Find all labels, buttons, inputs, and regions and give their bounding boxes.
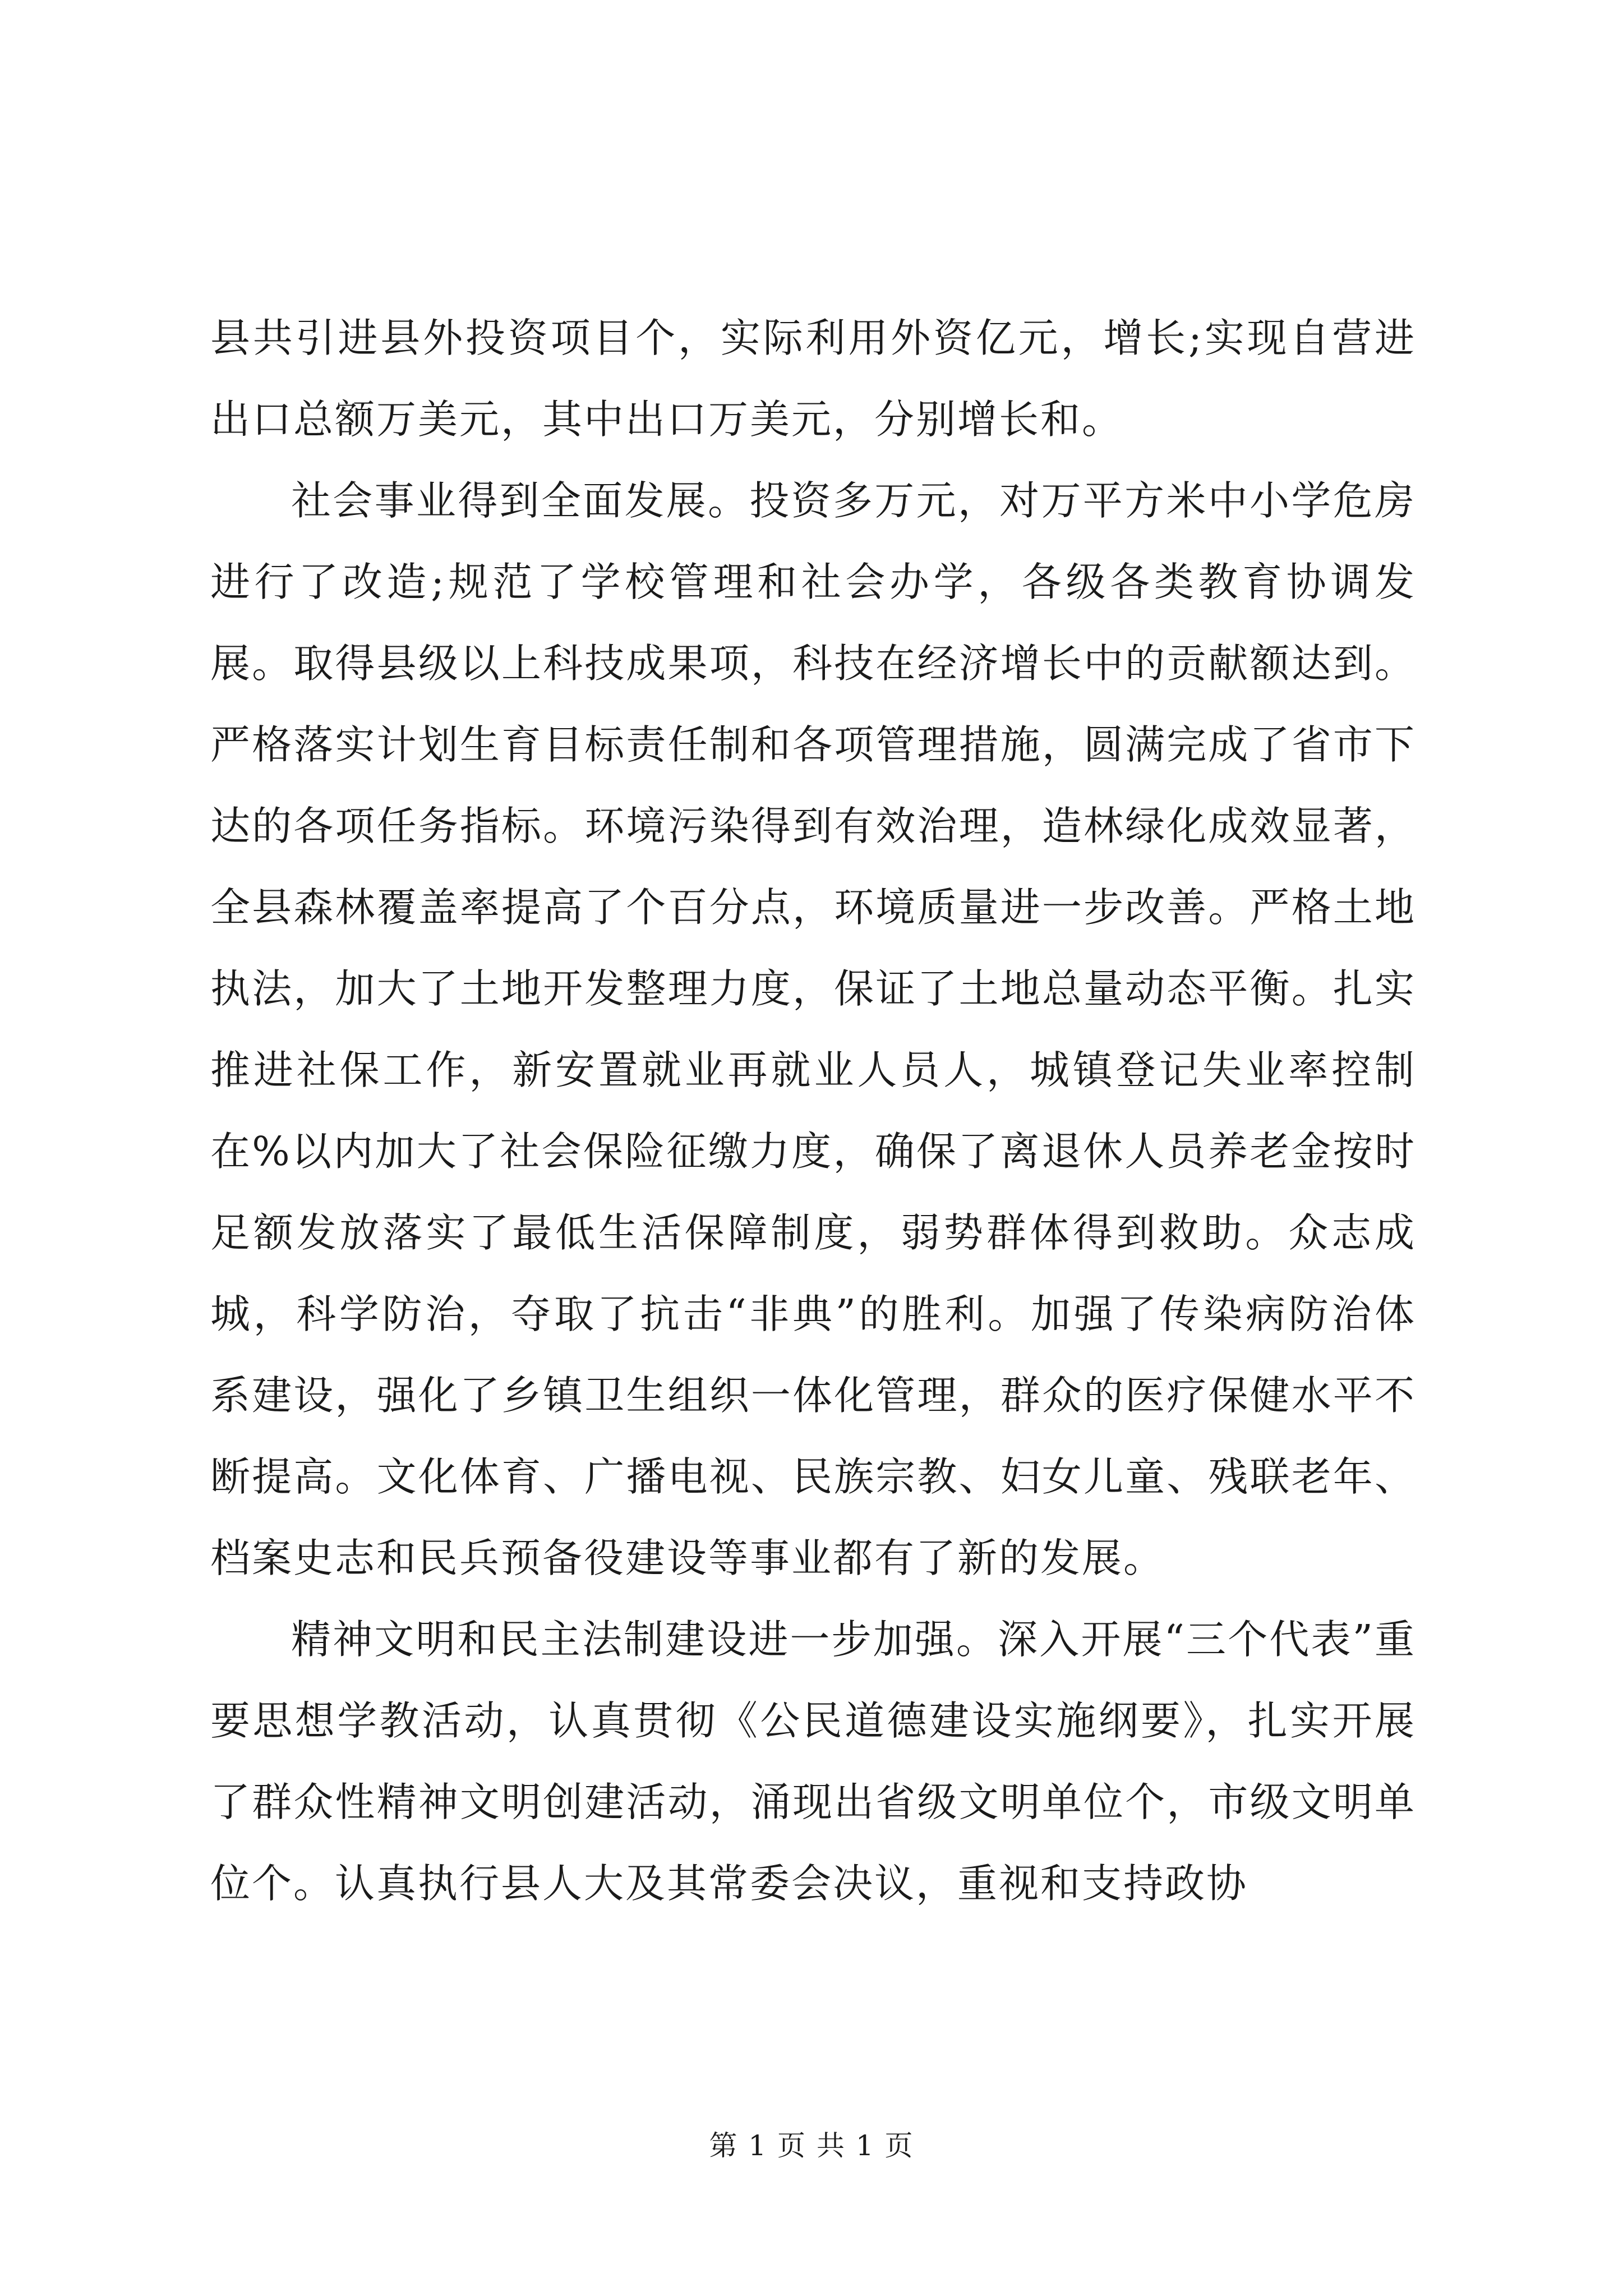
body-text: [210, 297, 1416, 1924]
paragraph-1: 县共引进县外投资项目个，实际利用外资亿元，增长;实现自营进出口总额万美元，其中出口万美元，分别增长和。: [210, 315, 1416, 443]
paragraph-3: 精神文明和民主法制建设进一步加强。深入开展“三个代表”重要思想学教活动，认真贯彻《公民道德建设实施纲要》，扎实开展了群众性精神文明创建活动，涌现出省级文明单位个，市级文明单位个。认真执行县人大及其常委会决议，重视和支持政协: [210, 1616, 1416, 1907]
page-footer: [0, 2129, 1623, 2162]
paragraph-2: 社会事业得到全面发展。投资多万元，对万平方米中小学危房进行了改造;规范了学校管理和社会办学，各级各类教育协调发展。取得县级以上科技成果项，科技在经济增长中的贡献额达到。严格落实计划生育目标责任制和各项管理措施，圆满完成了省市下达的各项任务指标。环境污染得到有效治理，造林绿化成效显著，全县森林覆盖率提高了个百分点，环境质量进一步改善。严格土地执法，加大了土地开发整理力度，保证了土地总量动态平衡。扎实推进社保工作，新安置就业再就业人员人，城镇登记失业率控制在%以内加大了社会保险征缴力度，确保了离退休人员养老金按时足额发放落实了最低生活保障制度，弱势群体得到救助。众志成城，科学防治，夺取了抗击“非典”的胜利。加强了传染病防治体系建设，强化了乡镇卫生组织一体化管理，群众的医疗保健水平不断提高。文化体育、广播电视、民族宗教、妇女儿童、残联老年、档案史志和民兵预备役建设等事业都有了新的发展。: [210, 477, 1416, 1581]
page-number: 第 1 页 共 1 页: [709, 2129, 914, 2162]
